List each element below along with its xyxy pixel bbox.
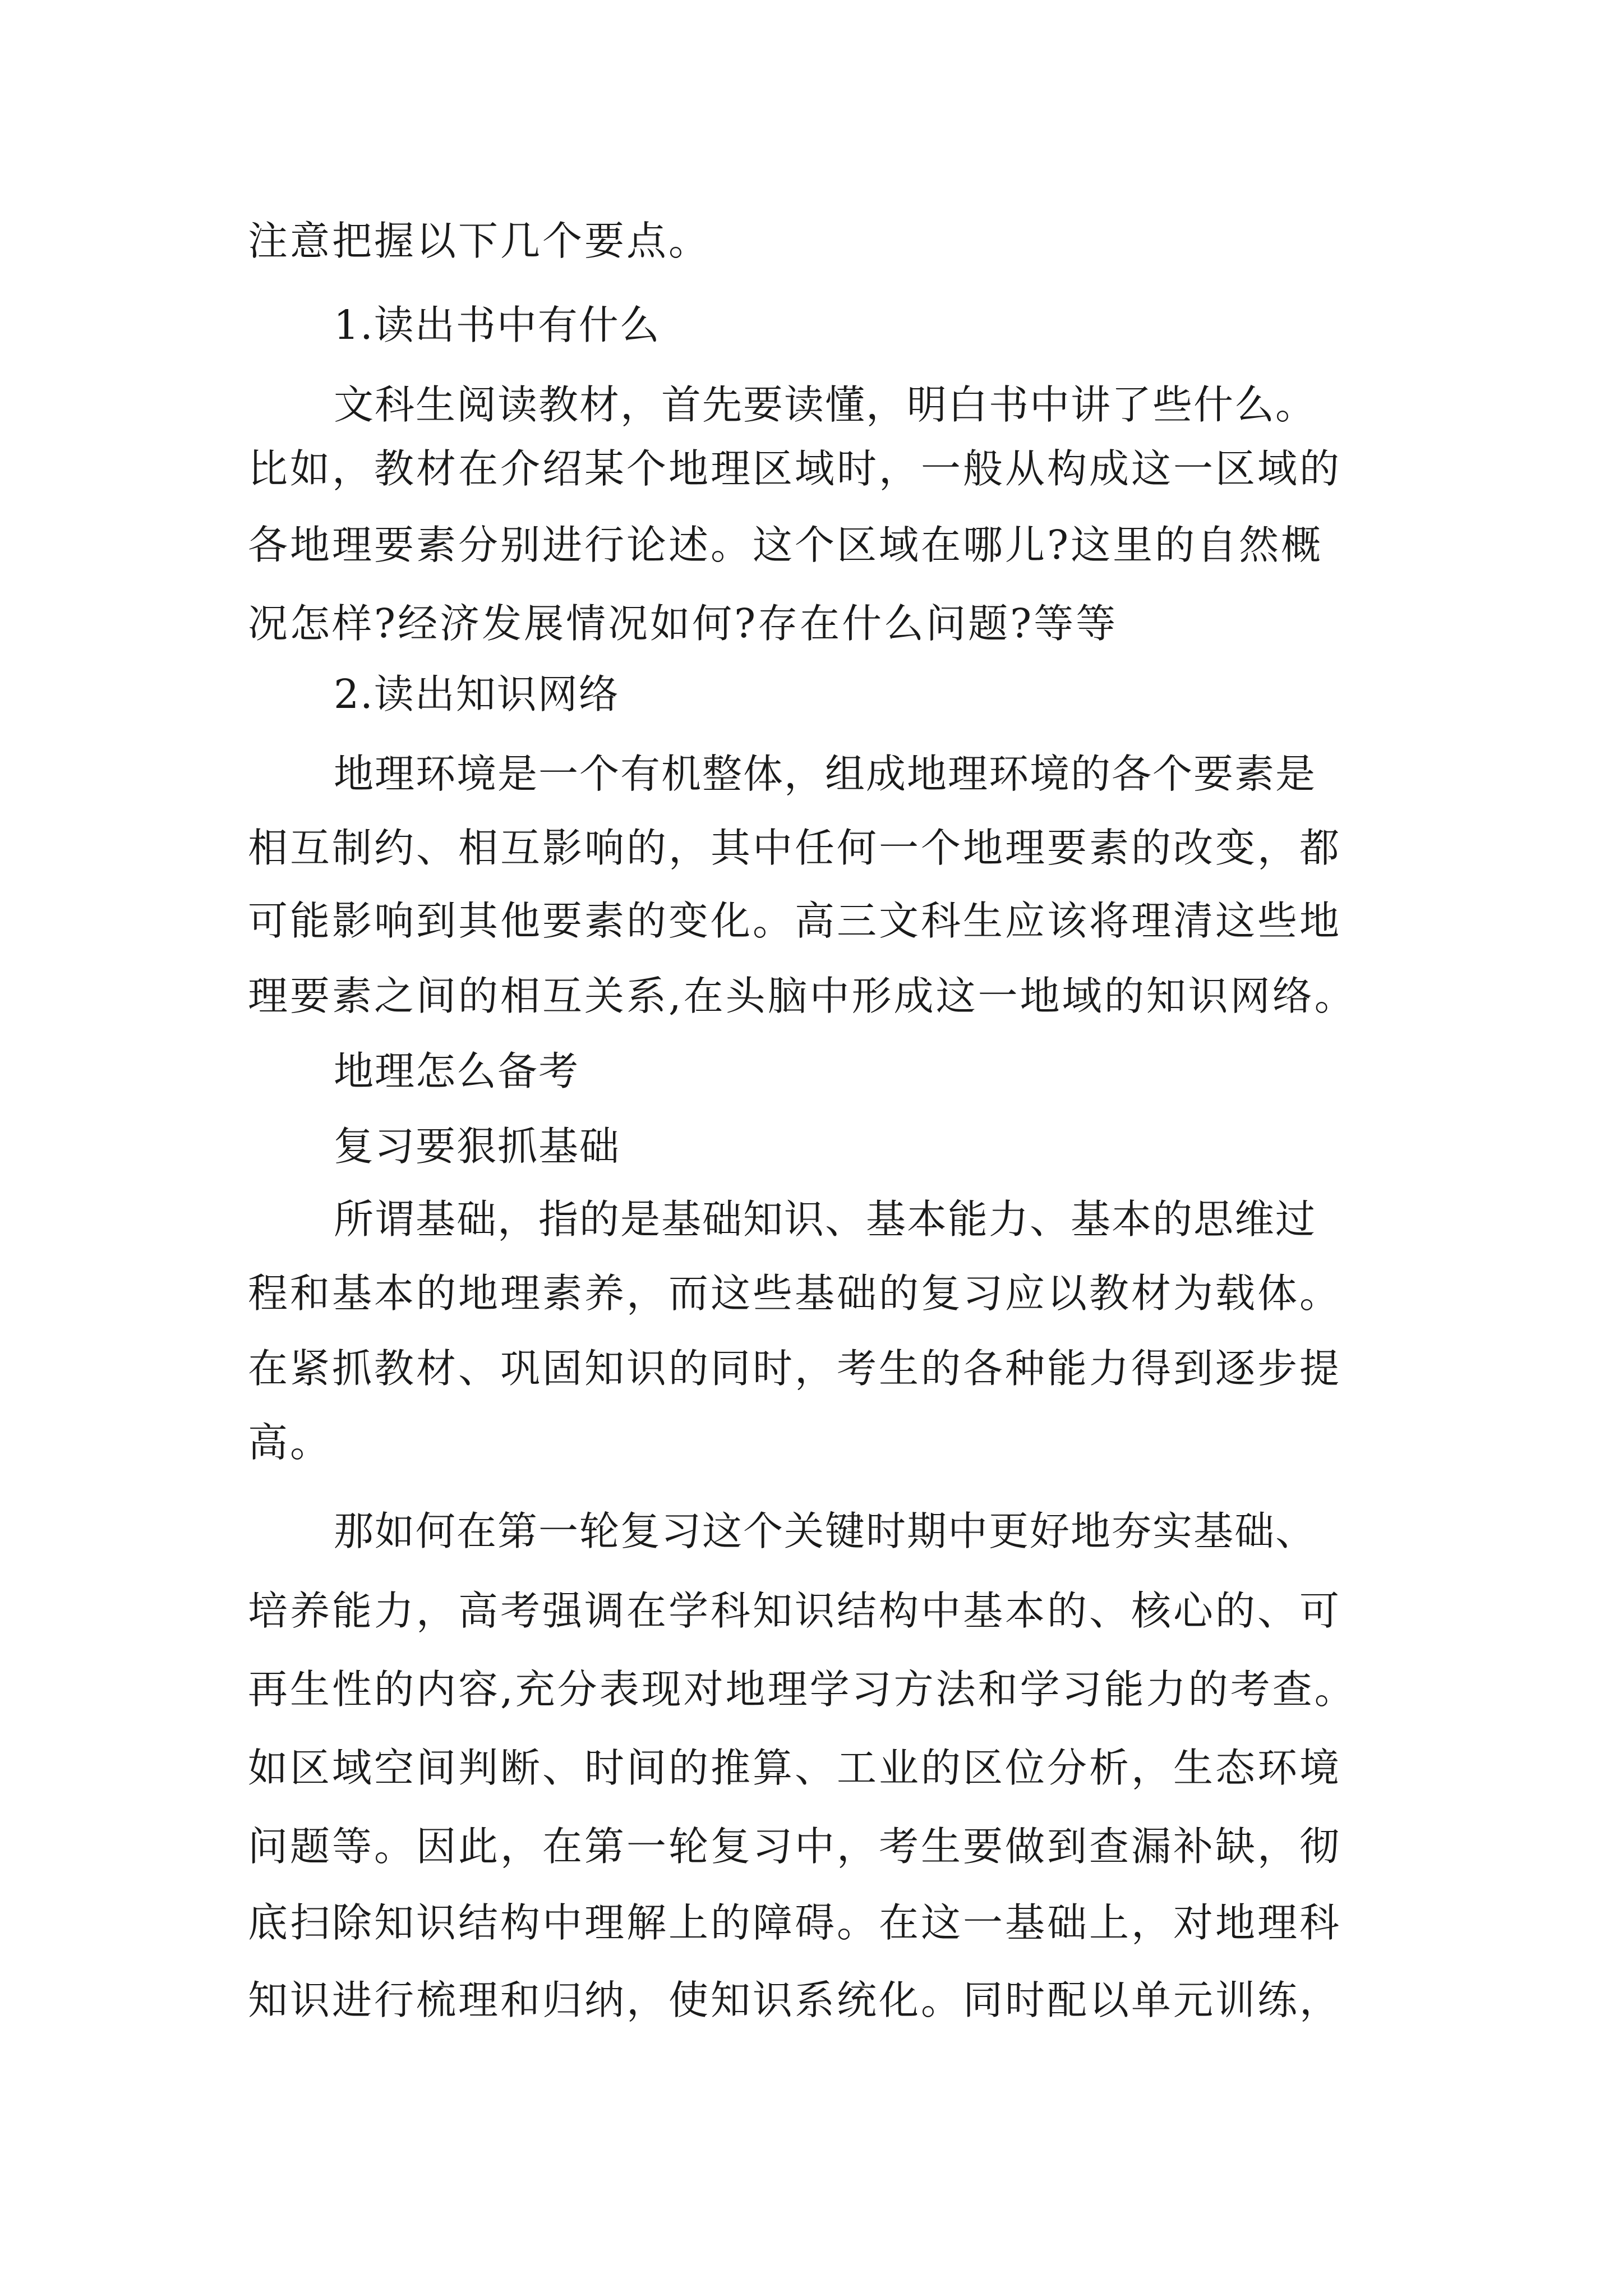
paragraph-line: 况怎样?经济发展情况如何?存在什么问题?等等 — [248, 600, 1118, 647]
paragraph-line: 各地理要素分别进行论述。这个区域在哪儿?这里的自然概 — [248, 522, 1324, 568]
paragraph-line: 如区域空间判断、时间的推算、工业的区位分析，生态环境 — [248, 1745, 1342, 1791]
paragraph-line: 地理环境是一个有机整体，组成地理环境的各个要素是 — [334, 751, 1317, 797]
paragraph-line: 可能影响到其他要素的变化。高三文科生应该将理清这些地 — [248, 898, 1342, 944]
paragraph-line: 理要素之间的相互关系,在头脑中形成这一地域的知识网络。 — [248, 973, 1357, 1019]
list-heading: 2.读出知识网络 — [334, 671, 620, 717]
paragraph-line: 比如，教材在介绍某个地理区域时，一般从构成这一区域的 — [248, 445, 1342, 492]
section-heading: 地理怎么备考 — [334, 1048, 580, 1094]
paragraph-line: 相互制约、相互影响的，其中任何一个地理要素的改变，都 — [248, 825, 1342, 871]
paragraph-line: 在紧抓教材、巩固知识的同时，考生的各种能力得到逐步提 — [248, 1345, 1342, 1392]
paragraph-line: 那如何在第一轮复习这个关键时期中更好地夯实基础、 — [334, 1508, 1317, 1554]
paragraph-line: 培养能力，高考强调在学科知识结构中基本的、核心的、可 — [248, 1588, 1342, 1634]
paragraph-line: 知识进行梳理和归纳，使知识系统化。同时配以单元训练， — [248, 1977, 1342, 2023]
paragraph-line: 程和基本的地理素养，而这些基础的复习应以教材为载体。 — [248, 1270, 1342, 1317]
paragraph-line: 底扫除知识结构中理解上的障碍。在这一基础上，对地理科 — [248, 1899, 1342, 1946]
paragraph-line: 高。 — [248, 1419, 333, 1466]
paragraph-line: 问题等。因此，在第一轮复习中，考生要做到查漏补缺，彻 — [248, 1823, 1342, 1870]
list-heading: 1.读出书中有什么 — [334, 302, 661, 348]
section-heading: 复习要狠抓基础 — [334, 1123, 621, 1170]
text-line: 注意把握以下几个要点。 — [248, 218, 711, 264]
paragraph-line: 文科生阅读教材，首先要读懂，明白书中讲了些什么。 — [334, 381, 1317, 428]
paragraph-line: 再生性的内容,充分表现对地理学习方法和学习能力的考查。 — [248, 1666, 1357, 1713]
paragraph-line: 所谓基础，指的是基础知识、基本能力、基本的思维过 — [334, 1196, 1317, 1243]
